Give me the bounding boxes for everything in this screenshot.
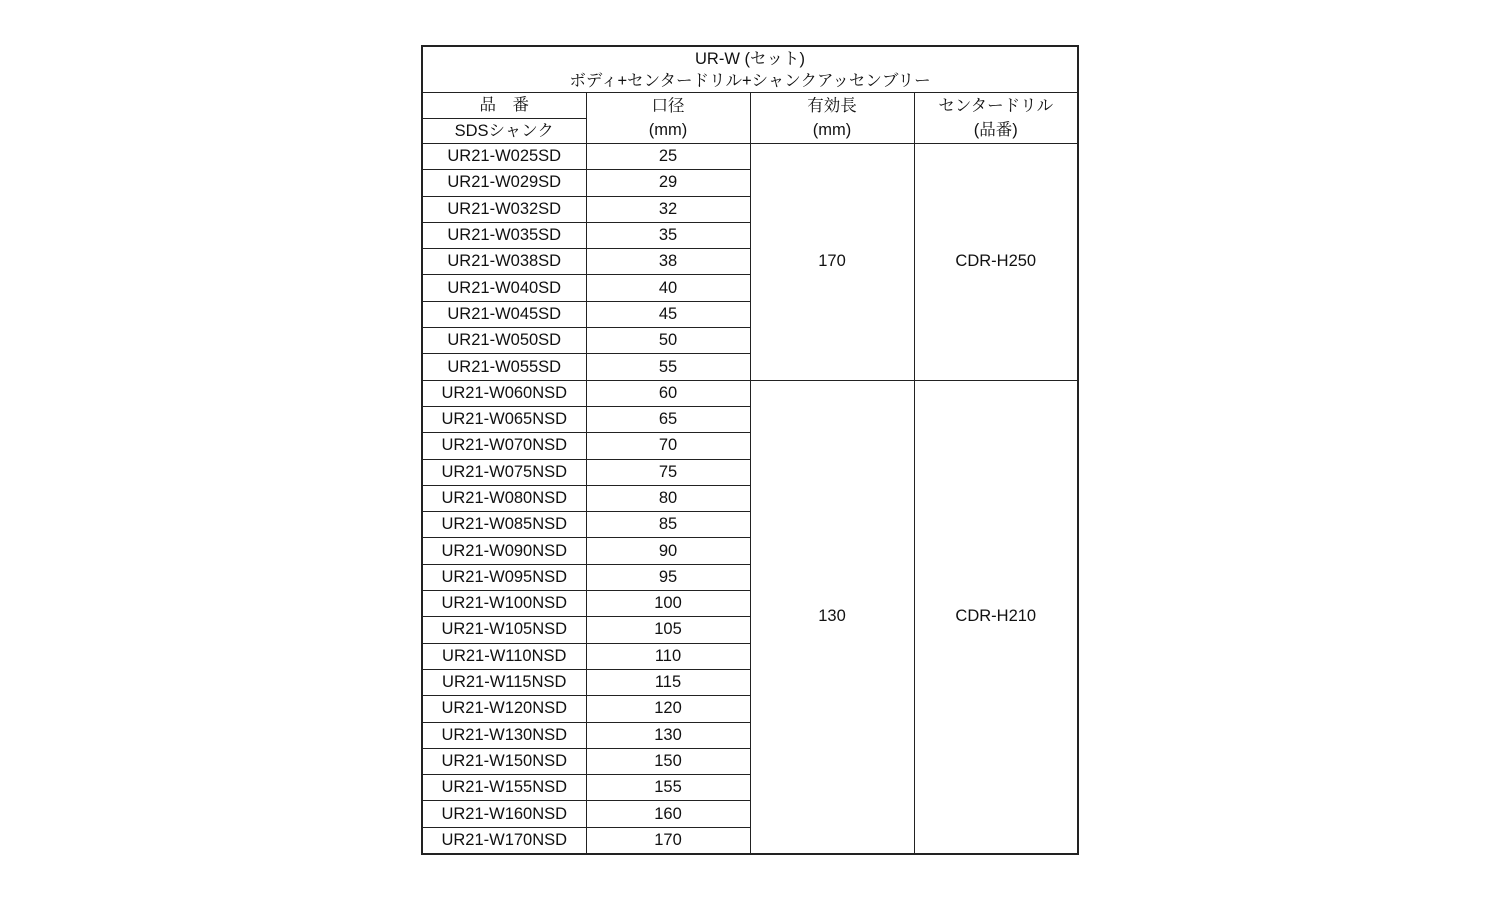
diameter-cell: 130 — [586, 722, 750, 748]
diameter-cell: 110 — [586, 643, 750, 669]
diameter-cell: 115 — [586, 669, 750, 695]
part-number-cell: UR21-W060NSD — [422, 380, 586, 406]
part-number-cell: UR21-W090NSD — [422, 538, 586, 564]
part-number-cell: UR21-W065NSD — [422, 406, 586, 432]
header-effective-length — [750, 93, 914, 144]
diameter-cell: 35 — [586, 222, 750, 248]
part-number-cell: UR21-W029SD — [422, 170, 586, 196]
part-number-cell: UR21-W160NSD — [422, 801, 586, 827]
header-diameter-label: 口径 — [651, 97, 685, 115]
spec-table — [421, 45, 1079, 855]
diameter-cell: 70 — [586, 433, 750, 459]
part-number-cell: UR21-W075NSD — [422, 459, 586, 485]
diameter-cell: 75 — [586, 459, 750, 485]
diameter-cell: 90 — [586, 538, 750, 564]
part-number-cell: UR21-W150NSD — [422, 748, 586, 774]
part-number-cell: UR21-W040SD — [422, 275, 586, 301]
part-number-cell: UR21-W080NSD — [422, 485, 586, 511]
part-number-cell: UR21-W110NSD — [422, 643, 586, 669]
diameter-cell: 50 — [586, 328, 750, 354]
diameter-cell: 120 — [586, 696, 750, 722]
title-row — [422, 46, 1078, 93]
part-number-cell: UR21-W095NSD — [422, 564, 586, 590]
diameter-cell: 155 — [586, 775, 750, 801]
part-number-cell: UR21-W035SD — [422, 222, 586, 248]
part-number-cell: UR21-W045SD — [422, 301, 586, 327]
center-drill-cell: CDR-H210 — [914, 380, 1078, 854]
diameter-cell: 38 — [586, 249, 750, 275]
part-number-cell: UR21-W055SD — [422, 354, 586, 380]
header-center-drill-sub: (品番) — [973, 121, 1018, 139]
diameter-cell: 60 — [586, 380, 750, 406]
spec-table-body — [422, 46, 1078, 854]
table-title — [422, 46, 1078, 93]
header-effective-length-label: 有効長 — [807, 97, 857, 115]
part-number-cell: UR21-W025SD — [422, 144, 586, 170]
part-number-cell: UR21-W120NSD — [422, 696, 586, 722]
header-part-no: 品 番 — [422, 93, 586, 119]
diameter-cell: 40 — [586, 275, 750, 301]
diameter-cell: 65 — [586, 406, 750, 432]
table-title-line2: ボディ+センタードリル+シャンクアッセンブリー — [569, 71, 931, 90]
part-number-cell: UR21-W100NSD — [422, 591, 586, 617]
diameter-cell: 80 — [586, 485, 750, 511]
diameter-cell: 105 — [586, 617, 750, 643]
part-number-cell: UR21-W130NSD — [422, 722, 586, 748]
diameter-cell: 85 — [586, 512, 750, 538]
part-number-cell: UR21-W170NSD — [422, 827, 586, 854]
header-center-drill — [914, 93, 1078, 144]
part-number-cell: UR21-W085NSD — [422, 512, 586, 538]
part-number-cell: UR21-W115NSD — [422, 669, 586, 695]
diameter-cell: 95 — [586, 564, 750, 590]
part-number-cell: UR21-W050SD — [422, 328, 586, 354]
part-number-cell: UR21-W155NSD — [422, 775, 586, 801]
part-number-cell: UR21-W105NSD — [422, 617, 586, 643]
header-effective-length-unit: (mm) — [812, 121, 852, 139]
diameter-cell: 100 — [586, 591, 750, 617]
header-row-1 — [422, 93, 1078, 119]
center-drill-cell: CDR-H250 — [914, 144, 1078, 381]
effective-length-cell: 130 — [750, 380, 914, 854]
diameter-cell: 25 — [586, 144, 750, 170]
diameter-cell: 29 — [586, 170, 750, 196]
diameter-cell: 32 — [586, 196, 750, 222]
header-diameter-unit: (mm) — [648, 121, 688, 139]
header-diameter — [586, 93, 750, 144]
diameter-cell: 150 — [586, 748, 750, 774]
table-row — [422, 380, 1078, 406]
part-number-cell: UR21-W032SD — [422, 196, 586, 222]
diameter-cell: 170 — [586, 827, 750, 854]
diameter-cell: 160 — [586, 801, 750, 827]
table-row — [422, 144, 1078, 170]
part-number-cell: UR21-W070NSD — [422, 433, 586, 459]
diameter-cell: 45 — [586, 301, 750, 327]
part-number-cell: UR21-W038SD — [422, 249, 586, 275]
diameter-cell: 55 — [586, 354, 750, 380]
table-title-line1: UR-W (セット) — [695, 49, 805, 68]
header-sds-shank: SDSシャンク — [422, 118, 586, 144]
header-center-drill-label: センタードリル — [938, 97, 1054, 115]
effective-length-cell: 170 — [750, 144, 914, 381]
